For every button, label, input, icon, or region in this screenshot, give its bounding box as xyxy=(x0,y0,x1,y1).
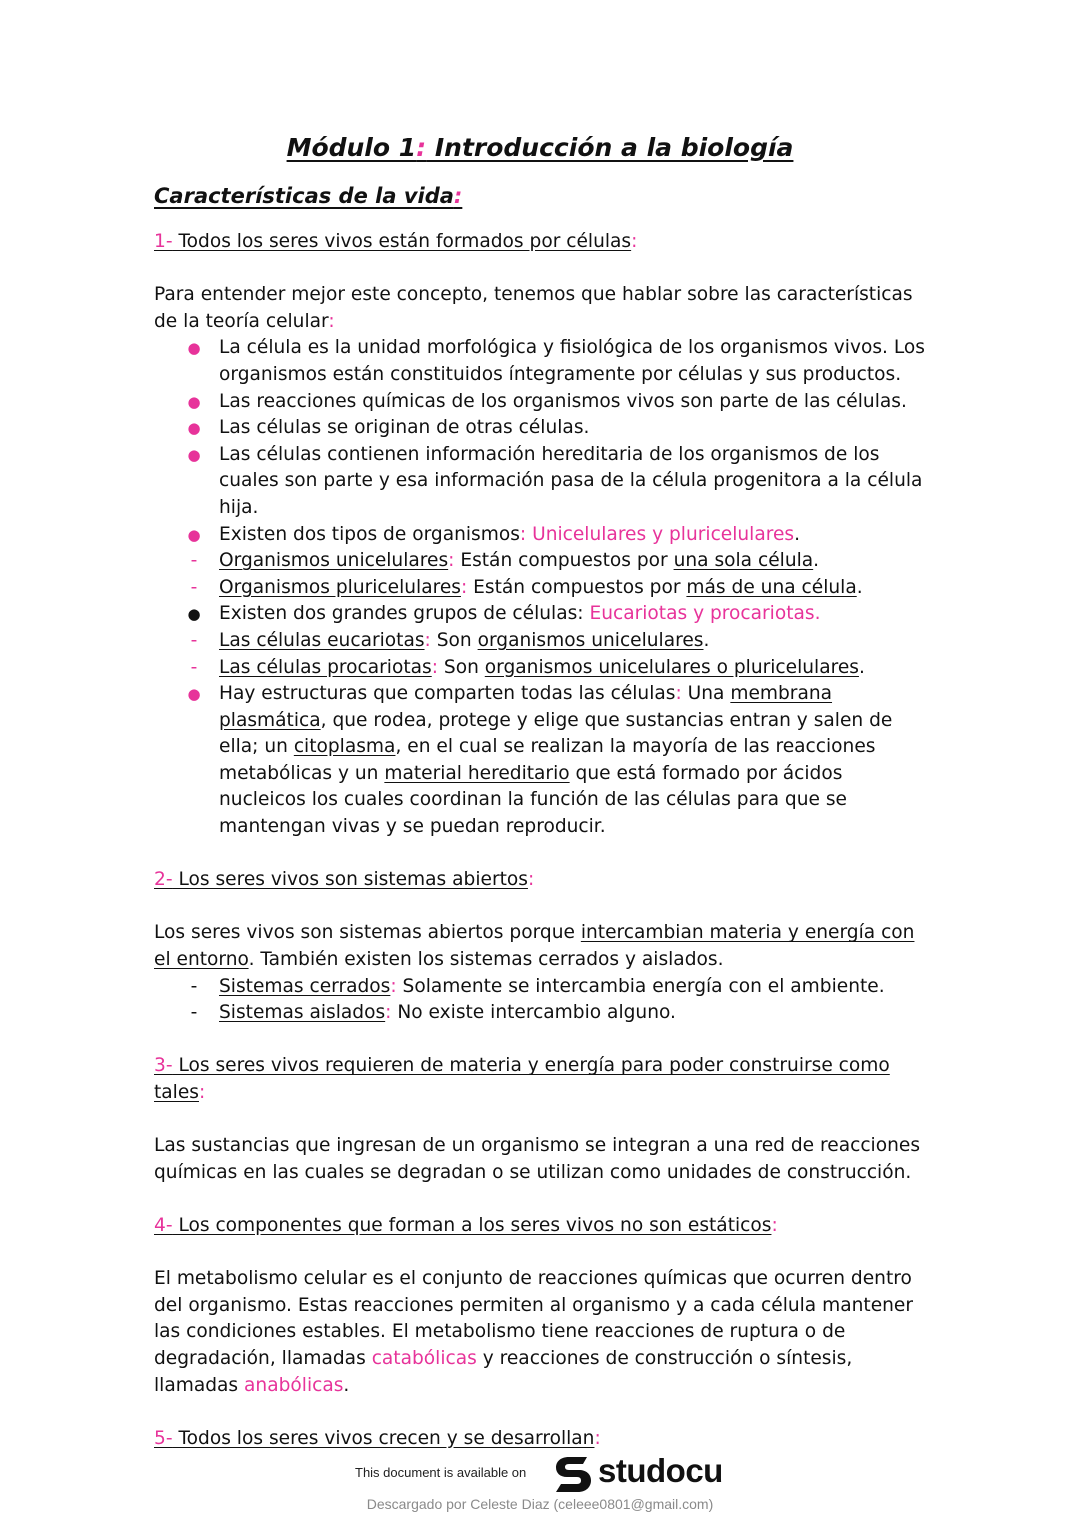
page-title: Módulo 1: Introducción a la biología xyxy=(286,133,794,162)
cell-theory-list xyxy=(154,335,926,840)
heading-5: 5- Todos los seres vivos crecen y se desarrollan: xyxy=(154,1427,601,1449)
studocu-brand[interactable]: studocu xyxy=(598,1452,723,1489)
heading-4: 4- Los componentes que forman a los seres vivos no son estáticos: xyxy=(154,1214,778,1236)
studocu-logo-icon[interactable] xyxy=(553,1451,593,1493)
list-item: ● Las células contienen información hereditaria de los organismos de los cuales son parte y esa información pasa de la célula progenitora a la célula hija. xyxy=(154,442,926,522)
systems-list xyxy=(154,974,926,1027)
document-content xyxy=(154,128,926,1452)
dash-icon xyxy=(184,1000,204,1027)
available-text: This document is available on xyxy=(355,1465,527,1480)
list-item: ● Hay estructuras que comparten todas las células: Una membrana plasmática, que rodea, protege y elige que sustancias entran y salen de ella; un citoplasma, en el cual se realizan la mayoría de las reacciones metabólicas y un material hereditario que está formado por ácidos nucleicos los cuales coordinan la función de las células para que se mantengan vivas y se puedan reproducir. xyxy=(154,681,926,841)
bullet-icon xyxy=(184,335,204,362)
list-item: ● Las reacciones químicas de los organismos vivos son parte de las células. xyxy=(154,389,926,416)
list-item: - Las células procariotas: Son organismos unicelulares o pluricelulares. xyxy=(154,655,926,682)
list-item: ● La célula es la unidad morfológica y fisiológica de los organismos vivos. Los organismos están constituidos íntegramente por células y sus productos. xyxy=(154,335,926,388)
bullet-icon xyxy=(184,601,204,628)
list-item: ● Existen dos tipos de organismos: Unicelulares y pluricelulares. xyxy=(154,522,926,549)
list-item: - Organismos unicelulares: Están compuestos por una sola célula. xyxy=(154,548,926,575)
dash-icon xyxy=(184,628,204,655)
paragraph-3: Las sustancias que ingresan de un organismo se integran a una red de reacciones químicas en las cuales se degradan o se utilizan como unidades de construcción. xyxy=(154,1135,921,1183)
bullet-icon xyxy=(184,442,204,469)
list-item: ● Existen dos grandes grupos de células: Eucariotas y procariotas. xyxy=(154,601,926,628)
list-item: ● Las células se originan de otras células. xyxy=(154,415,926,442)
heading-3: 3- Los seres vivos requieren de materia y energía para poder construirse como tales: xyxy=(154,1055,890,1103)
download-credit: Descargado por Celeste Diaz (celeee0801@gmail.com) xyxy=(366,1496,714,1512)
bullet-icon xyxy=(184,415,204,442)
dash-icon xyxy=(184,575,204,602)
list-item: - Sistemas aislados: No existe intercambio alguno. xyxy=(154,1000,926,1027)
list-item: - Las células eucariotas: Son organismos unicelulares. xyxy=(154,628,926,655)
heading-1: 1- Todos los seres vivos están formados por células: xyxy=(154,231,638,252)
heading-2: 2- Los seres vivos son sistemas abiertos: xyxy=(154,869,535,891)
bullet-icon xyxy=(184,681,204,708)
list-item: - Sistemas cerrados: Solamente se intercambia energía con el ambiente. xyxy=(154,974,926,1001)
dash-icon xyxy=(184,974,204,1001)
paragraph-2: Los seres vivos son sistemas abiertos porque intercambian materia y energía con el entorno. También existen los sistemas cerrados y aislados. xyxy=(154,922,915,971)
dash-icon xyxy=(184,655,204,682)
section-title: Características de la vida: xyxy=(154,184,463,208)
bullet-icon xyxy=(184,522,204,549)
bullet-icon xyxy=(184,389,204,416)
dash-icon xyxy=(184,548,204,575)
footer xyxy=(0,1445,1080,1525)
paragraph-4: El metabolismo celular es el conjunto de reacciones químicas que ocurren dentro del organismo. Estas reacciones permiten al organismo y a cada célula mantener las condiciones estables. El metabolismo tiene reacciones de ruptura o de degradación, llamadas catabólicas y reacciones de construcción o síntesis, llamadas anabólicas. xyxy=(154,1268,914,1396)
list-item: - Organismos pluricelulares: Están compuestos por más de una célula. xyxy=(154,575,926,602)
paragraph-1: Para entender mejor este concepto, tenemos que hablar sobre las características de la teoría celular: xyxy=(154,284,913,332)
